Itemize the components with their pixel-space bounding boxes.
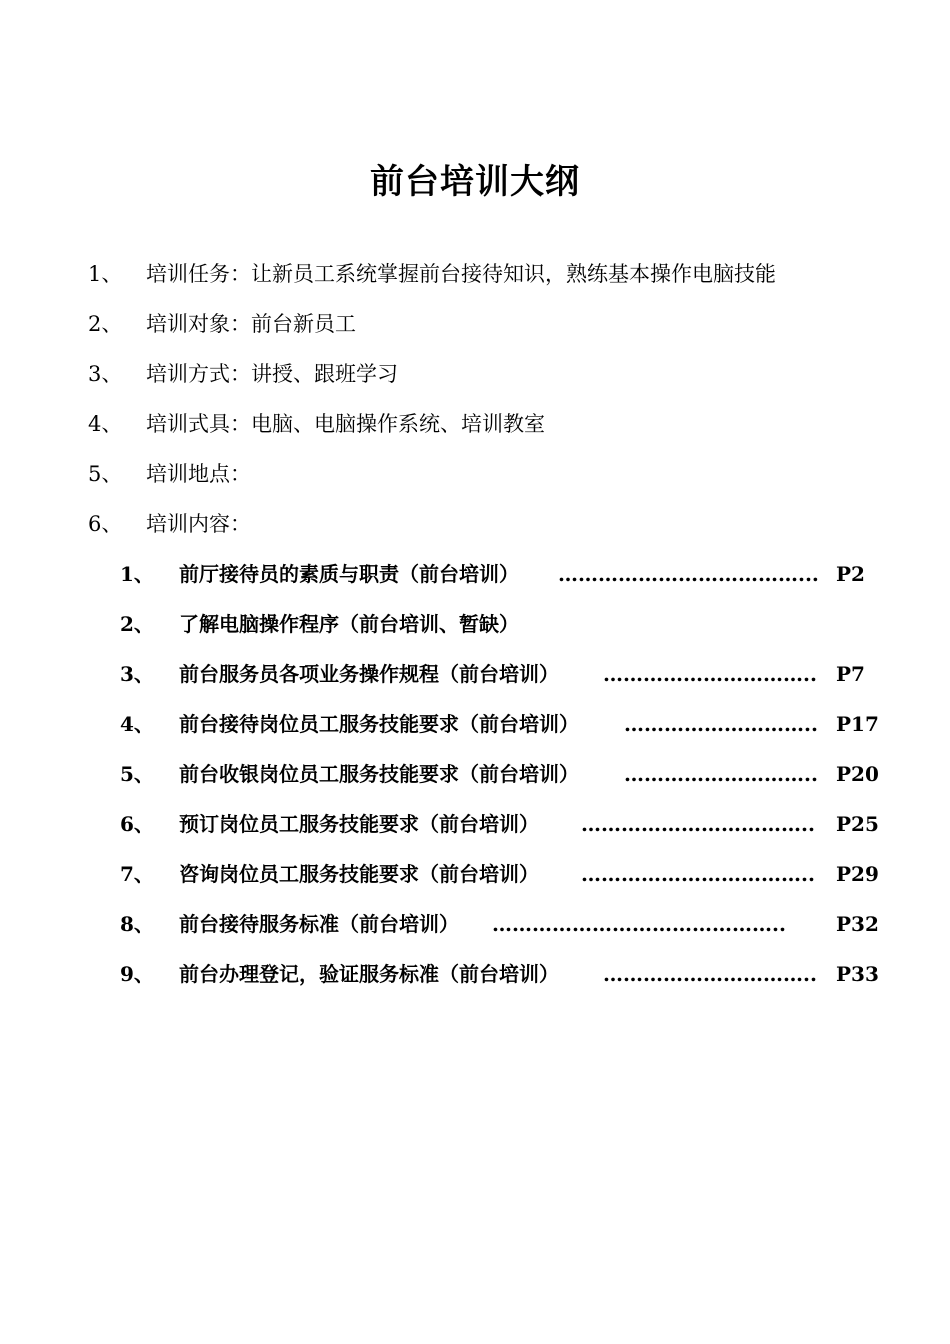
- document-title: 前台培训大纲: [370, 162, 580, 202]
- toc-leader-dots: ………………………..: [624, 762, 818, 786]
- toc-entry-title: 前台办理登记，验证服务标准（前台培训）: [179, 962, 559, 986]
- toc-entry-number: 5、: [120, 762, 154, 786]
- toc-entry-number: 2、: [120, 612, 154, 636]
- toc-page-number: P7: [836, 662, 865, 686]
- toc-entry-title: 预订岗位员工服务技能要求（前台培训）: [179, 812, 539, 836]
- toc-entry-number: 6、: [120, 812, 154, 836]
- toc-leader-dots: ………………………..: [624, 712, 818, 736]
- toc-entry-number: 1、: [120, 562, 154, 586]
- toc-leader-dots: ………………………………...: [558, 562, 819, 586]
- toc-entry: [0, 859, 950, 889]
- outline-item-text: 培训内容：: [146, 512, 251, 536]
- outline-item-text: 培训方式：讲授、跟班学习: [146, 362, 398, 386]
- toc-entry: [0, 659, 950, 689]
- toc-leader-dots: ……………………………..: [581, 862, 815, 886]
- toc-entry: [0, 759, 950, 789]
- outline-item-number: 6、: [88, 512, 123, 536]
- toc-leader-dots: ……………………………..: [581, 812, 815, 836]
- toc-entry-number: 7、: [120, 862, 154, 886]
- toc-entry: [0, 709, 950, 739]
- toc-entry-number: 9、: [120, 962, 154, 986]
- outline-item-text: 培训对象：前台新员工: [146, 312, 356, 336]
- outline-item-number: 4、: [88, 412, 123, 436]
- outline-item-number: 5、: [88, 462, 123, 486]
- toc-entry-title: 咨询岗位员工服务技能要求（前台培训）: [179, 862, 539, 886]
- toc-entry-title: 前台服务员各项业务操作规程（前台培训）: [179, 662, 559, 686]
- toc-entry-title: 前台接待服务标准（前台培训）: [179, 912, 459, 936]
- toc-entry: [0, 959, 950, 989]
- toc-entry-number: 4、: [120, 712, 154, 736]
- toc-entry: [0, 609, 950, 639]
- toc-entry-title: 前台收银岗位员工服务技能要求（前台培训）: [179, 762, 579, 786]
- toc-entry-title: 了解电脑操作程序（前台培训、暂缺）: [179, 612, 519, 636]
- toc-page-number: P20: [836, 762, 879, 786]
- toc-page-number: P33: [836, 962, 879, 986]
- outline-item-text: 培训式具：电脑、电脑操作系统、培训教室: [146, 412, 545, 436]
- outline-item-number: 3、: [88, 362, 123, 386]
- toc-page-number: P25: [836, 812, 879, 836]
- toc-entry-title: 前厅接待员的素质与职责（前台培训）: [179, 562, 519, 586]
- toc-page-number: P32: [836, 912, 879, 936]
- toc-entry-number: 8、: [120, 912, 154, 936]
- toc-page-number: P17: [836, 712, 879, 736]
- outline-item-text: 培训任务：让新员工系统掌握前台接待知识，熟练基本操作电脑技能: [146, 262, 776, 286]
- toc-entry: [0, 559, 950, 589]
- toc-page-number: P2: [836, 562, 865, 586]
- toc-page-number: P29: [836, 862, 879, 886]
- outline-item-number: 1、: [88, 262, 123, 286]
- toc-entry-number: 3、: [120, 662, 154, 686]
- outline-item-number: 2、: [88, 312, 123, 336]
- toc-leader-dots: …………………………..: [603, 962, 817, 986]
- toc-leader-dots: ……………………………………..: [492, 912, 786, 936]
- toc-leader-dots: …………………………..: [603, 662, 817, 686]
- outline-item-text: 培训地点：: [146, 462, 251, 486]
- toc-entry-title: 前台接待岗位员工服务技能要求（前台培训）: [179, 712, 579, 736]
- toc-entry: [0, 909, 950, 939]
- toc-entry: [0, 809, 950, 839]
